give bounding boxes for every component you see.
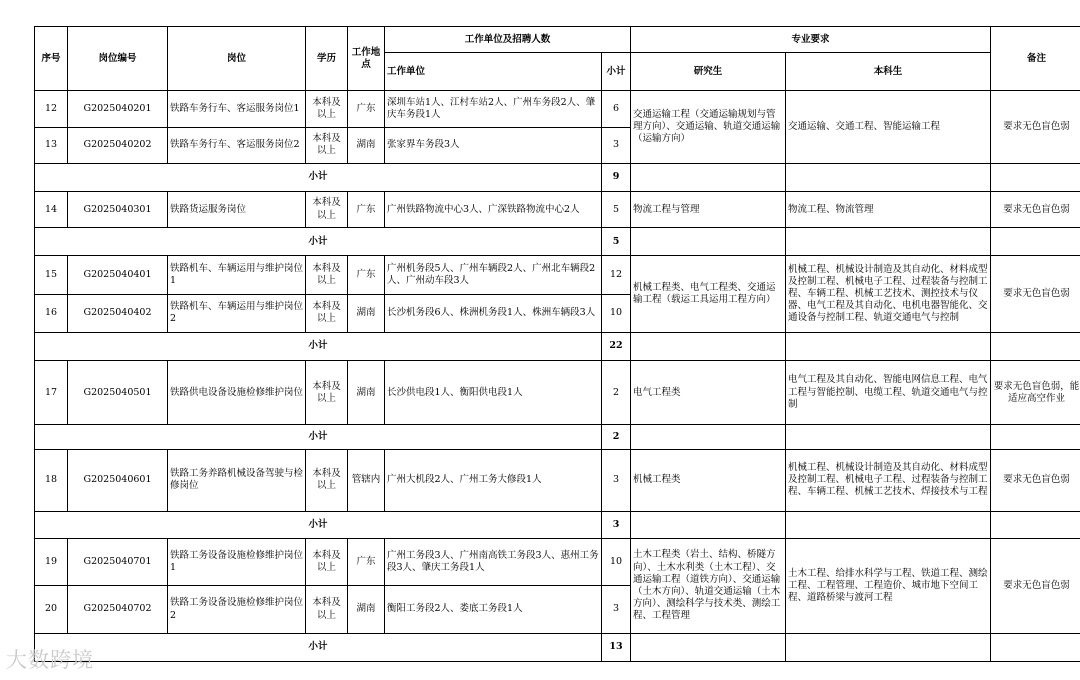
- cell-count: 3: [602, 127, 631, 163]
- cell-seq: 15: [35, 256, 68, 294]
- table-row: [35, 256, 1080, 294]
- subtotal-row: [35, 633, 1080, 661]
- cell-post: 铁路工务设备设施检修维护岗位1: [168, 539, 306, 586]
- cell-remark: 要求无色盲色弱: [991, 449, 1080, 511]
- cell-code: G2025040201: [68, 91, 168, 127]
- cell-seq: 13: [35, 127, 68, 163]
- cell-post: 铁路机车、车辆运用与维护岗位1: [168, 256, 306, 294]
- cell-count: 2: [602, 361, 631, 425]
- subtotal-label: 小计: [35, 425, 602, 449]
- cell-loc: 湖南: [348, 127, 385, 163]
- cell-edu: 本科及以上: [306, 192, 348, 228]
- subtotal-label: 小计: [35, 511, 602, 538]
- subtotal-label: 小计: [35, 163, 602, 191]
- cell-code: G2025040401: [68, 256, 168, 294]
- header-seq: 序号: [35, 27, 68, 91]
- cell-loc: 广东: [348, 192, 385, 228]
- cell-code: G2025040601: [68, 449, 168, 511]
- cell-loc: 湖南: [348, 586, 385, 633]
- table-row: [35, 192, 1080, 228]
- cell-count: 3: [602, 586, 631, 633]
- cell-grad-major: 机械工程类、电气工程类、交通运输工程（载运工具运用工程方向）: [631, 256, 786, 332]
- header-undergrad: 本科生: [786, 53, 991, 91]
- header-group-units: 工作单位及招聘人数: [385, 27, 631, 53]
- cell-post: 铁路工务设备设施检修维护岗位2: [168, 586, 306, 633]
- cell-count: 10: [602, 294, 631, 332]
- cell-edu: 本科及以上: [306, 586, 348, 633]
- table-row: [35, 449, 1080, 511]
- cell-seq: 18: [35, 449, 68, 511]
- recruitment-table: [34, 26, 1080, 662]
- cell-edu: 本科及以上: [306, 449, 348, 511]
- cell-code: G2025040402: [68, 294, 168, 332]
- watermark: 大数跨境: [6, 648, 94, 672]
- cell-remark: 要求无色盲色弱: [991, 91, 1080, 163]
- subtotal-row: [35, 332, 1080, 360]
- table-row: [35, 361, 1080, 425]
- cell-loc: 广东: [348, 256, 385, 294]
- cell-unit: 广州铁路物流中心3人、广深铁路物流中心2人: [385, 192, 602, 228]
- subtotal-row: [35, 425, 1080, 449]
- subtotal-value: 22: [602, 332, 631, 360]
- cell-seq: 20: [35, 586, 68, 633]
- cell-unit: 张家界车务段3人: [385, 127, 602, 163]
- cell-loc: 湖南: [348, 361, 385, 425]
- header-loc: 工作地点: [348, 27, 385, 91]
- cell-grad-major: 土木工程类（岩土、结构、桥隧方向）、土木水利类（土木工程）、交通运输工程（道铁方向）、交通运输（土木方向）、轨道交通运输（土木方向）、测绘科学与技术类、测绘工程、工程管理: [631, 539, 786, 634]
- cell-grad-major: 电气工程类: [631, 361, 786, 425]
- header-code: 岗位编号: [68, 27, 168, 91]
- cell-unit: 广州工务段3人、广州南高铁工务段3人、惠州工务段3人、肇庆工务段1人: [385, 539, 602, 586]
- subtotal-label: 小计: [35, 228, 602, 256]
- cell-code: G2025040202: [68, 127, 168, 163]
- cell-undergrad-major: 机械工程、机械设计制造及其自动化、材料成型及控制工程、机械电子工程、过程装备与控制工程、车辆工程、机械工艺技术、焊接技术与工程: [786, 449, 991, 511]
- subtotal-value: 13: [602, 633, 631, 661]
- header-group-major: 专业要求: [631, 27, 991, 53]
- cell-post: 铁路车务行车、客运服务岗位2: [168, 127, 306, 163]
- subtotal-value: 9: [602, 163, 631, 191]
- cell-unit: 长沙供电段1人、衡阳供电段1人: [385, 361, 602, 425]
- header-edu: 学历: [306, 27, 348, 91]
- subtotal-label: 小计: [35, 332, 602, 360]
- cell-post: 铁路货运服务岗位: [168, 192, 306, 228]
- cell-remark: 要求无色盲色弱: [991, 256, 1080, 332]
- header-post: 岗位: [168, 27, 306, 91]
- table-row: [35, 91, 1080, 127]
- cell-post: 铁路工务养路机械设备驾驶与检修岗位: [168, 449, 306, 511]
- cell-count: 6: [602, 91, 631, 127]
- cell-post: 铁路机车、车辆运用与维护岗位2: [168, 294, 306, 332]
- cell-unit: 深圳车站1人、江村车站2人、广州车务段2人、肇庆车务段1人: [385, 91, 602, 127]
- cell-loc: 湖南: [348, 294, 385, 332]
- subtotal-value: 3: [602, 511, 631, 538]
- cell-code: G2025040701: [68, 539, 168, 586]
- cell-undergrad-major: 交通运输、交通工程、智能运输工程: [786, 91, 991, 163]
- cell-undergrad-major: 物流工程、物流管理: [786, 192, 991, 228]
- header-subtotal: 小计: [602, 53, 631, 91]
- subtotal-row: [35, 228, 1080, 256]
- cell-loc: 广东: [348, 539, 385, 586]
- cell-unit: 广州大机段2人、广州工务大修段1人: [385, 449, 602, 511]
- cell-unit: 广州机务段5人、广州车辆段2人、广州北车辆段2人、广州动车段3人: [385, 256, 602, 294]
- header-grad: 研究生: [631, 53, 786, 91]
- cell-remark: 要求无色盲色弱，能适应高空作业: [991, 361, 1080, 425]
- cell-edu: 本科及以上: [306, 361, 348, 425]
- cell-edu: 本科及以上: [306, 294, 348, 332]
- cell-edu: 本科及以上: [306, 256, 348, 294]
- cell-edu: 本科及以上: [306, 127, 348, 163]
- cell-post: 铁路供电设备设施检修维护岗位: [168, 361, 306, 425]
- cell-edu: 本科及以上: [306, 91, 348, 127]
- cell-grad-major: 交通运输工程（交通运输规划与管理方向）、交通运输、轨道交通运输（运输方向）: [631, 91, 786, 163]
- cell-remark: 要求无色盲色弱: [991, 539, 1080, 634]
- subtotal-value: 2: [602, 425, 631, 449]
- cell-seq: 12: [35, 91, 68, 127]
- cell-undergrad-major: 土木工程、给排水科学与工程、铁道工程、测绘工程、工程管理、工程造价、城市地下空间工程、道路桥梁与渡河工程: [786, 539, 991, 634]
- cell-loc: 广东: [348, 91, 385, 127]
- cell-code: G2025040301: [68, 192, 168, 228]
- cell-seq: 19: [35, 539, 68, 586]
- cell-seq: 17: [35, 361, 68, 425]
- cell-code: G2025040702: [68, 586, 168, 633]
- subtotal-row: [35, 163, 1080, 191]
- cell-undergrad-major: 机械工程、机械设计制造及其自动化、材料成型及控制工程、机械电子工程、过程装备与控制工程、车辆工程、机械工艺技术、测控技术与仪器、电气工程及其自动化、电机电器智能化、交通设备与控制工程、轨道交通电气与控制: [786, 256, 991, 332]
- subtotal-row: [35, 511, 1080, 538]
- cell-remark: 要求无色盲色弱: [991, 192, 1080, 228]
- cell-loc: 管辖内: [348, 449, 385, 511]
- header-remark: 备注: [991, 27, 1080, 91]
- cell-count: 3: [602, 449, 631, 511]
- table-row: [35, 539, 1080, 586]
- cell-seq: 14: [35, 192, 68, 228]
- cell-undergrad-major: 电气工程及其自动化、智能电网信息工程、电气工程与智能控制、电缆工程、轨道交通电气与控制: [786, 361, 991, 425]
- header-unit: 工作单位: [385, 53, 602, 91]
- cell-grad-major: 物流工程与管理: [631, 192, 786, 228]
- cell-code: G2025040501: [68, 361, 168, 425]
- cell-unit: 衡阳工务段2人、娄底工务段1人: [385, 586, 602, 633]
- cell-edu: 本科及以上: [306, 539, 348, 586]
- subtotal-value: 5: [602, 228, 631, 256]
- subtotal-label: 小计: [35, 633, 602, 661]
- cell-count: 12: [602, 256, 631, 294]
- cell-unit: 长沙机务段6人、株洲机务段1人、株洲车辆段3人: [385, 294, 602, 332]
- cell-seq: 16: [35, 294, 68, 332]
- cell-post: 铁路车务行车、客运服务岗位1: [168, 91, 306, 127]
- cell-count: 10: [602, 539, 631, 586]
- cell-count: 5: [602, 192, 631, 228]
- cell-grad-major: 机械工程类: [631, 449, 786, 511]
